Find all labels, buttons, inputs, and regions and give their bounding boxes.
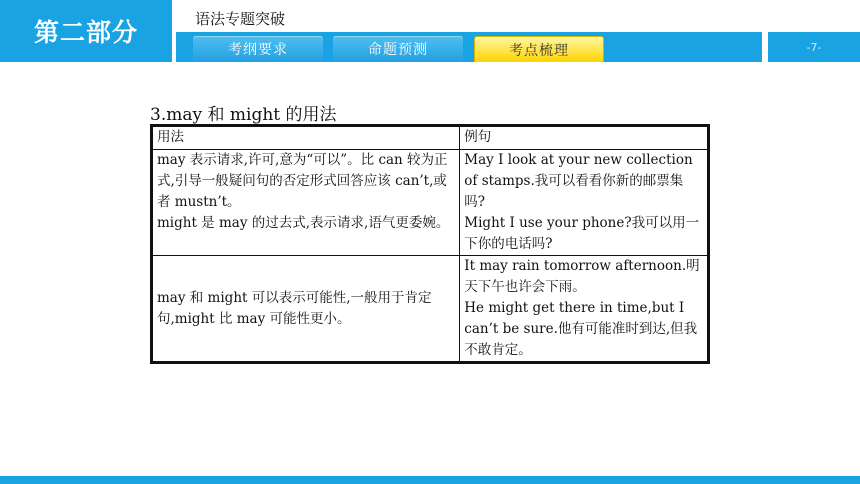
usage-text: may 和 might 可以表示可能性,一般用于肯定句,might 比 may 可能性更小。: [157, 289, 432, 327]
usage-text: may 表示请求,许可,意为“可以”。比 can 较为正式,引导一般疑问句的否定形式回答应该 can’t,或者 mustn’t。: [157, 152, 448, 210]
header-usage: 用法: [152, 126, 460, 150]
tab-prediction[interactable]: 命题预测: [333, 36, 463, 62]
page-number: -7-: [768, 32, 860, 62]
tab-key-points[interactable]: 考点梳理: [474, 36, 604, 62]
table-row: [152, 150, 709, 256]
usage-cell: [152, 150, 460, 256]
example-cell: [460, 150, 709, 256]
tab-syllabus[interactable]: 考纲要求: [193, 36, 323, 62]
footer-bar: [0, 476, 860, 484]
example-text: It may rain tomorrow afternoon.明天下午也许会下雨。: [464, 258, 700, 295]
table-row: [152, 256, 709, 363]
header-examples: 例句: [460, 126, 709, 150]
table-header-row: [152, 126, 709, 150]
topic-title: 语法专题突破: [195, 10, 286, 28]
example-cell: [460, 256, 709, 363]
usage-cell: [152, 256, 460, 363]
part-label: 第二部分: [0, 0, 172, 62]
example-text: Might I use your phone?我可以用一下你的电话吗?: [464, 215, 700, 252]
example-text: He might get there in time,but I can’t be sure.他有可能准时到达,但我不敢肯定。: [464, 300, 698, 358]
tab-bar: [176, 32, 762, 62]
usage-text: might 是 may 的过去式,表示请求,语气更委婉。: [157, 215, 450, 231]
usage-table: [150, 124, 710, 364]
section-heading: 3.may 和 might 的用法: [150, 105, 337, 125]
example-text: May I look at your new collection of stamps.我可以看看你新的邮票集吗?: [464, 152, 693, 210]
